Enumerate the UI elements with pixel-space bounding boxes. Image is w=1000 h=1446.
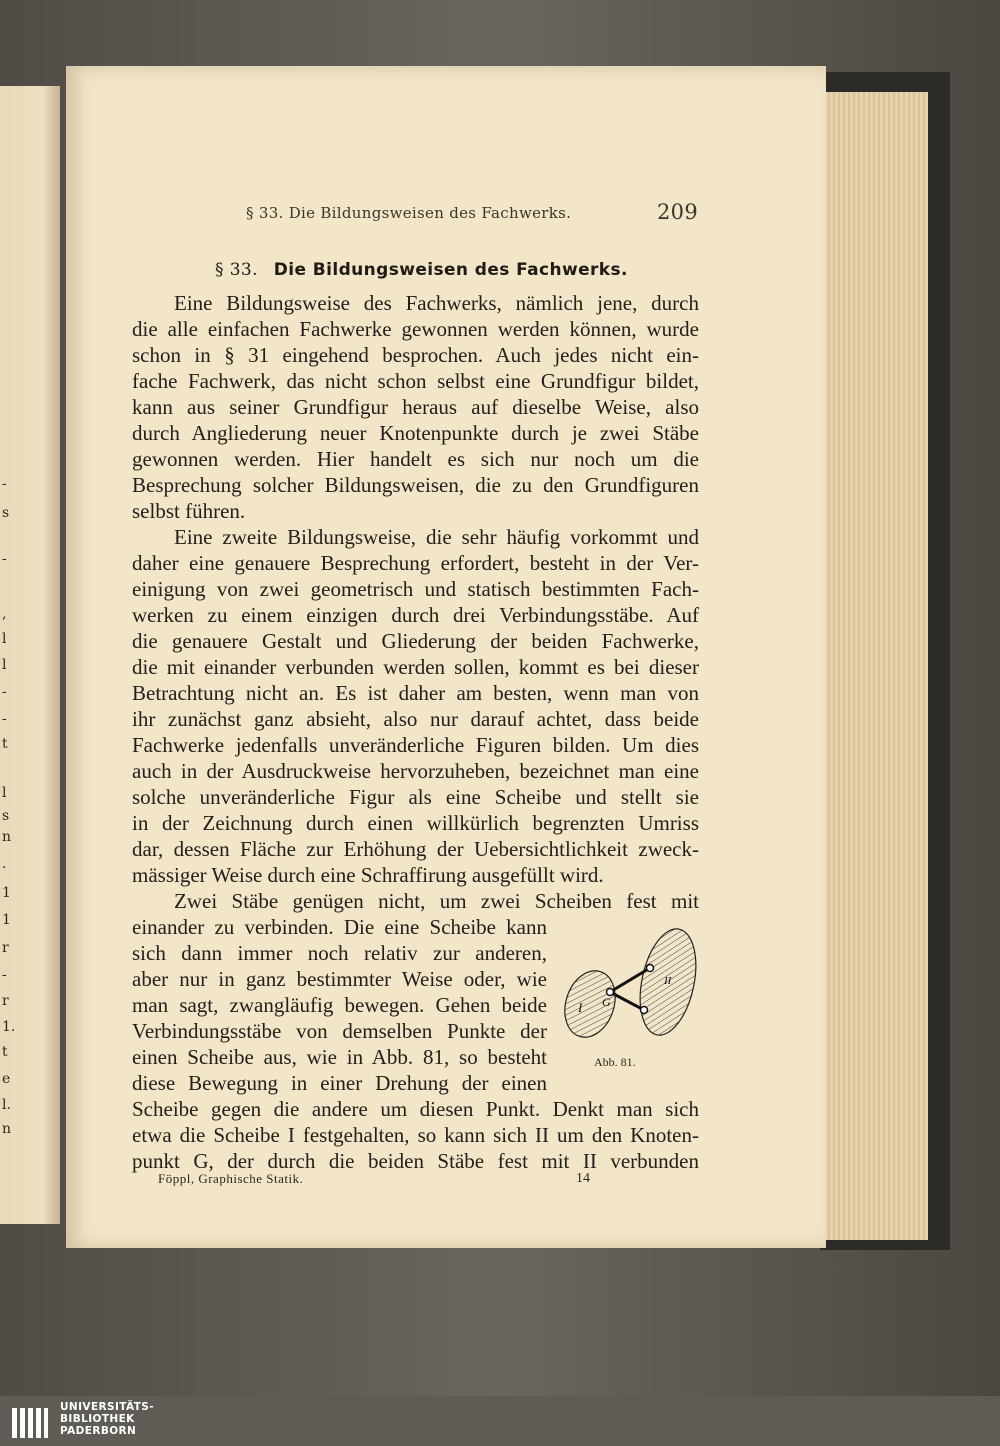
left-page-char: 1 [2,912,11,928]
section-heading [215,260,628,280]
left-page-char: l [2,785,7,801]
label-disc-two: II [664,975,672,987]
left-page-char: r [2,940,9,956]
running-head [246,200,698,224]
text-line: auch in der Ausdruckweise hervorzuheben, bezeichnet man eine [132,759,699,783]
logo-line-2: BIBLIOTHEK [60,1413,135,1425]
text-line: schon in § 31 eingehend besprochen. Auch jedes nicht ein- [132,343,699,367]
running-head-title: § 33. Die Bildungsweisen des Fachwerks. [246,204,572,222]
left-page-char: . [2,856,7,872]
left-page-char: , [2,606,7,622]
logo-line-3: PADERBORN [60,1425,137,1437]
joint-upper [647,965,654,972]
disc-one [560,964,623,1044]
left-page-char: s [2,808,10,824]
text-line: sich dann immer noch relativ zur anderen, [132,941,547,965]
text-line: daher eine genauere Besprechung erfordert, besteht in der Ver- [132,551,699,575]
text-line: Eine zweite Bildungsweise, die sehr häufig vorkommt und [174,525,699,549]
text-line: Zwei Stäbe genügen nicht, um zwei Scheiben fest mit [174,889,699,913]
left-page-char: - [2,684,7,700]
left-page-char: 1 [2,885,11,901]
text-line: die genauere Gestalt und Gliederung der beiden Fachwerke, [132,629,699,653]
left-page-char: t [2,1044,8,1060]
footer-signature-left: Föppl, Graphische Statik. [158,1171,304,1186]
text-line: diese Bewegung in einer Drehung der einen [132,1071,547,1095]
text-line: in der Zeichnung durch einen willkürlich begrenzten Umriss [132,811,699,835]
logo-line-1: UNIVERSITÄTS- [60,1401,155,1413]
section-title: Die Bildungsweisen des Fachwerks. [273,260,628,280]
figure-abb-81 [560,926,700,1046]
left-page-char: n [2,829,12,845]
text-line: punkt G, der durch die beiden Stäbe fest mit II verbunden [132,1149,699,1173]
text-line: fache Fachwerk, das nicht schon selbst eine Grundfigur bildet, [132,369,699,393]
library-logo-text [60,1401,154,1437]
left-page-char: n [2,1121,12,1137]
left-page-char: - [2,476,7,492]
text-line: Betrachtung nicht an. Es ist daher am besten, wenn man von [132,681,699,705]
text-line: einander zu verbinden. Die eine Scheibe kann [132,915,547,939]
left-page-char: l [2,631,7,647]
left-page-char: s [2,505,10,521]
text-line: ihr zunächst ganz absieht, also nur darauf achtet, dass beide [132,707,699,731]
label-joint-g: G [602,995,611,1009]
library-logo-icon [10,1402,50,1442]
text-line: dar, dessen Fläche zur Erhöhung der Uebersichtlichkeit zweck- [132,837,699,861]
text-line: Fachwerke jedenfalls unveränderliche Figuren bilden. Um dies [132,733,699,757]
text-line: Eine Bildungsweise des Fachwerks, nämlich jene, durch [174,291,699,315]
text-line: Verbindungsstäbe von demselben Punkte der [132,1019,547,1043]
text-line: selbst führen. [132,499,246,523]
figure-caption: Abb. 81. [594,1055,636,1069]
left-page-char: 1. [2,1019,16,1035]
left-page-char: r [2,993,9,1009]
text-line: etwa die Scheibe I festgehalten, so kann sich II um den Knoten- [132,1123,699,1147]
text-line: man sagt, zwangläufig bewegen. Gehen beide [132,993,547,1017]
left-page-char: - [2,967,7,983]
left-page-char: - [2,711,7,727]
text-line: solche unveränderliche Figur als eine Scheibe und stellt sie [132,785,699,809]
page-edges [820,92,928,1240]
text-line: kann aus seiner Grundfigur heraus auf dieselbe Weise, also [132,395,699,419]
text-line: mässiger Weise durch eine Schraffirung ausgefüllt wird. [132,863,604,887]
text-line: durch Angliederung neuer Knotenpunkte durch je zwei Stäbe [132,421,699,445]
text-line: aber nur in ganz bestimmter Weise oder, wie [132,967,547,991]
section-number: § 33. [215,260,258,280]
left-page-char: e [2,1071,11,1087]
page-number: 209 [657,200,698,224]
text-line: die mit einander verbunden werden sollen, kommt es bei dieser [132,655,699,679]
left-page-char: l [2,657,7,673]
text-line: einen Scheibe aus, wie in Abb. 81, so besteht [132,1045,547,1069]
text-line: werken zu einem einzigen durch drei Verbindungsstäbe. Auf [132,603,699,627]
left-page-fragment [0,86,60,1224]
text-line: Scheibe gegen die andere um diesen Punkt. Denkt man sich [132,1097,699,1121]
library-bar [0,1396,1000,1446]
left-page-char: - [2,551,7,567]
text-line: Besprechung solcher Bildungsweisen, die zu den Grundfiguren [132,473,699,497]
text-line: einigung von zwei geometrisch und statisch bestimmten Fach- [132,577,699,601]
left-page-char: l. [2,1097,11,1113]
left-page-char: t [2,736,8,752]
text-line: gewonnen werden. Hier handelt es sich nur noch um die [132,447,699,471]
label-disc-one: I [578,1000,583,1015]
joint-lower [641,1007,648,1014]
text-line: die alle einfachen Fachwerke gewonnen werden können, wurde [132,317,699,341]
footer-signature-number: 14 [576,1171,590,1186]
